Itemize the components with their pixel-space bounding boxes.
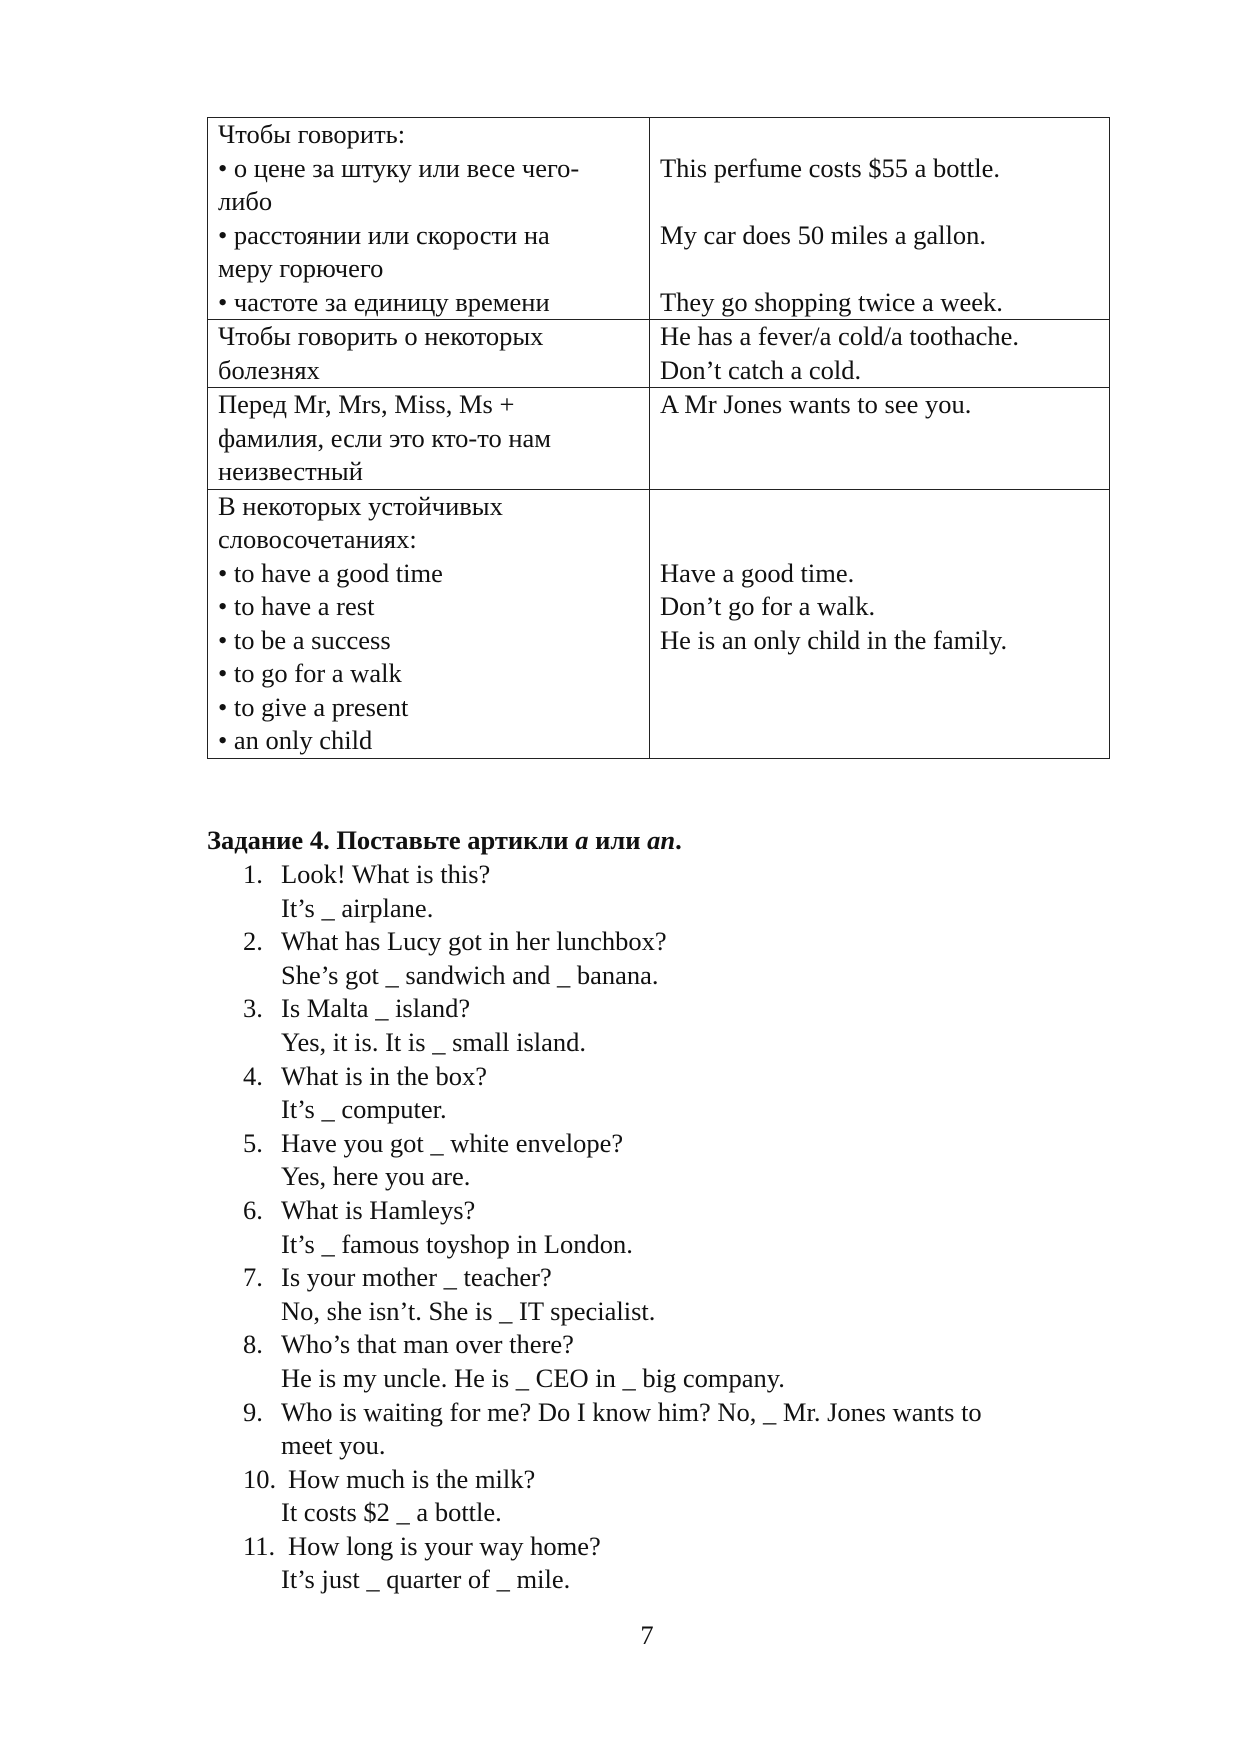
list-item bbox=[207, 1396, 1097, 1463]
example-line: My car does 50 miles a gallon. bbox=[660, 219, 987, 250]
rules-table bbox=[207, 117, 1110, 759]
task-article-an: an bbox=[647, 825, 676, 855]
spacer bbox=[660, 185, 1099, 219]
spacer bbox=[660, 252, 1099, 286]
rule-line: • to have a rest bbox=[218, 591, 375, 621]
example-line: They go shopping twice a week. bbox=[660, 286, 1003, 317]
rule-description-cell bbox=[208, 388, 650, 490]
item-number: 11. bbox=[243, 1530, 276, 1561]
rule-example-cell bbox=[650, 118, 1110, 320]
exercise-list bbox=[207, 858, 1097, 1597]
list-item bbox=[207, 1463, 1097, 1530]
item-answer: No, she isn’t. She is _ IT specialist. bbox=[281, 1295, 656, 1326]
item-question: Look! What is this? bbox=[281, 859, 491, 889]
item-answer: It’s _ airplane. bbox=[281, 892, 434, 923]
rule-line: • частоте за единицу времени bbox=[218, 286, 550, 317]
rule-line: болезнях bbox=[218, 354, 320, 385]
example-line: He has a fever/a cold/a toothache. bbox=[660, 321, 1020, 351]
page-number: 7 bbox=[640, 1620, 654, 1650]
list-item bbox=[207, 858, 1097, 925]
item-answer: It’s _ famous toyshop in London. bbox=[281, 1228, 633, 1259]
item-answer: He is my uncle. He is _ CEO in _ big company. bbox=[281, 1362, 785, 1393]
item-number: 9. bbox=[243, 1396, 263, 1427]
spacer bbox=[660, 118, 1099, 152]
list-item bbox=[207, 925, 1097, 992]
item-answer: meet you. bbox=[281, 1430, 386, 1461]
spacer bbox=[660, 490, 1099, 524]
rule-line: либо bbox=[218, 186, 273, 216]
item-question: Is your mother _ teacher? bbox=[281, 1262, 552, 1293]
list-item bbox=[207, 1194, 1097, 1261]
item-number: 5. bbox=[243, 1127, 263, 1158]
task-article-a: a bbox=[575, 825, 589, 855]
task-heading bbox=[207, 823, 682, 857]
table-row bbox=[208, 388, 1110, 490]
item-number: 6. bbox=[243, 1194, 263, 1225]
rule-line: неизвестный bbox=[218, 456, 363, 486]
item-number: 10. bbox=[243, 1463, 277, 1494]
rule-description-cell bbox=[208, 320, 650, 388]
list-item bbox=[207, 1328, 1097, 1395]
item-number: 2. bbox=[243, 926, 263, 957]
rule-line: словосочетаниях: bbox=[218, 524, 417, 554]
rule-example-cell bbox=[650, 388, 1110, 490]
spacer bbox=[660, 523, 1099, 557]
rule-line: • to have a good time bbox=[218, 557, 443, 588]
item-answer: It’s _ computer. bbox=[281, 1094, 447, 1125]
rule-line: • an only child bbox=[218, 725, 373, 755]
example-line: He is an only child in the family. bbox=[660, 624, 1008, 655]
list-item bbox=[207, 1530, 1097, 1597]
example-line: Don’t catch a cold. bbox=[660, 354, 862, 385]
rule-example-cell bbox=[650, 489, 1110, 758]
rule-line: • to give a present bbox=[218, 691, 409, 722]
item-number: 4. bbox=[243, 1060, 263, 1091]
item-answer: Yes, it is. It is _ small island. bbox=[281, 1026, 587, 1057]
list-item bbox=[207, 1060, 1097, 1127]
example-line: Have a good time. bbox=[660, 557, 855, 588]
item-number: 8. bbox=[243, 1329, 263, 1360]
item-answer: It’s just _ quarter of _ mile. bbox=[281, 1564, 571, 1595]
item-question: Who is waiting for me? Do I know him? No, _ Mr. Jones wants to bbox=[281, 1396, 982, 1427]
task-heading-conjunction: или bbox=[588, 825, 648, 855]
table-row bbox=[208, 489, 1110, 758]
rule-line: Чтобы говорить: bbox=[218, 119, 406, 149]
item-answer: It costs $2 _ a bottle. bbox=[281, 1497, 502, 1528]
example-line: Don’t go for a walk. bbox=[660, 591, 876, 621]
rule-line: • о цене за штуку или весе чего- bbox=[218, 152, 580, 183]
rule-line: фамилия, если это кто-то нам bbox=[218, 422, 552, 453]
table-row bbox=[208, 320, 1110, 388]
rule-description-cell bbox=[208, 489, 650, 758]
rule-example-cell bbox=[650, 320, 1110, 388]
item-answer: She’s got _ sandwich and _ banana. bbox=[281, 959, 659, 990]
item-number: 3. bbox=[243, 993, 263, 1024]
item-answer: Yes, here you are. bbox=[281, 1161, 471, 1192]
item-question: How long is your way home? bbox=[288, 1530, 601, 1561]
list-item bbox=[207, 1127, 1097, 1194]
item-question: Who’s that man over there? bbox=[281, 1329, 574, 1360]
example-line: A Mr Jones wants to see you. bbox=[660, 389, 972, 419]
item-question: What is Hamleys? bbox=[281, 1194, 476, 1225]
rule-line: • расстоянии или скорости на bbox=[218, 219, 550, 250]
item-question: Is Malta _ island? bbox=[281, 993, 471, 1024]
task-heading-suffix: . bbox=[675, 825, 682, 855]
rule-line: Чтобы говорить о некоторых bbox=[218, 321, 544, 351]
item-question: What has Lucy got in her lunchbox? bbox=[281, 926, 667, 957]
item-question: Have you got _ white envelope? bbox=[281, 1127, 624, 1158]
rule-description-cell bbox=[208, 118, 650, 320]
rule-line: В некоторых устойчивых bbox=[218, 490, 503, 521]
rule-line: • to go for a walk bbox=[218, 658, 402, 688]
list-item bbox=[207, 992, 1097, 1059]
example-line: This perfume costs $55 a bottle. bbox=[660, 152, 1001, 183]
rule-line: • to be a success bbox=[218, 624, 391, 655]
item-number: 7. bbox=[243, 1262, 263, 1293]
rule-line: меру горючего bbox=[218, 253, 384, 283]
item-number: 1. bbox=[243, 859, 263, 889]
task-heading-prefix: Задание 4. Поставьте артикли bbox=[207, 825, 576, 855]
table-row bbox=[208, 118, 1110, 320]
item-question: How much is the milk? bbox=[288, 1463, 536, 1494]
rule-line: Перед Mr, Mrs, Miss, Ms + bbox=[218, 389, 515, 419]
list-item bbox=[207, 1261, 1097, 1328]
item-question: What is in the box? bbox=[281, 1060, 488, 1091]
